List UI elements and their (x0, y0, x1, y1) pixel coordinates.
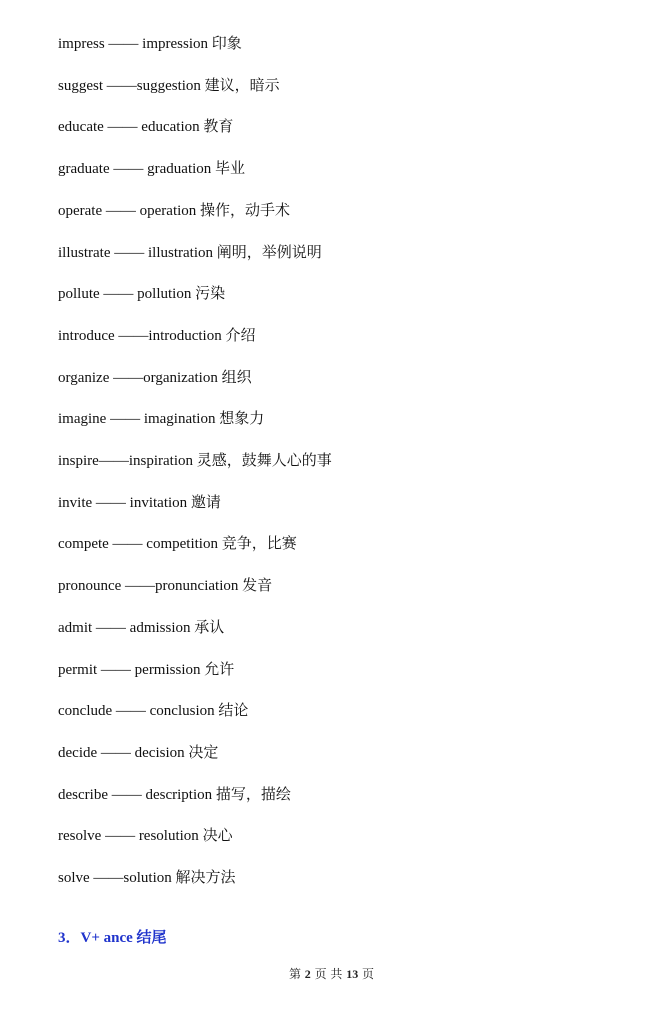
word-entry (58, 365, 252, 389)
word-entry (58, 240, 322, 264)
word-meaning-chinese: 竞争，比赛 (221, 534, 297, 552)
word-entry (58, 73, 280, 97)
word-entry (58, 698, 248, 722)
word-entry (58, 823, 233, 847)
word-pair-english: solve ——solution (58, 870, 176, 886)
word-entry (58, 490, 221, 514)
word-entry (58, 448, 332, 472)
word-entry (58, 657, 234, 681)
word-pair-english: pollute —— pollution (58, 286, 196, 302)
word-meaning-chinese: 灵感，鼓舞人心的事 (196, 451, 332, 469)
word-entry (58, 782, 291, 806)
word-pair-english: pronounce ——pronunciation (58, 578, 243, 594)
word-entry (58, 740, 218, 764)
word-pair-english: impress —— impression (58, 36, 212, 52)
word-entry (58, 31, 242, 55)
footer-suffix: 页 (358, 967, 375, 981)
word-meaning-chinese: 教育 (203, 117, 234, 135)
word-pair-english: illustrate —— illustration (58, 245, 217, 261)
section-heading (58, 925, 167, 949)
word-meaning-chinese: 污染 (195, 284, 226, 302)
word-entry (58, 198, 290, 222)
word-meaning-chinese: 毕业 (215, 159, 246, 177)
word-pair-english: operate —— operation (58, 203, 201, 219)
word-meaning-chinese: 介绍 (225, 326, 256, 344)
word-meaning-chinese: 邀请 (190, 493, 221, 511)
word-meaning-chinese: 解决方法 (175, 868, 236, 886)
word-pair-english: inspire——inspiration (58, 453, 197, 469)
word-entry (58, 281, 225, 305)
word-meaning-chinese: 印象 (211, 34, 242, 52)
current-page-number: 2 (304, 967, 311, 981)
word-meaning-chinese: 发音 (242, 576, 273, 594)
word-meaning-chinese: 阐明，举例说明 (216, 243, 322, 261)
word-pair-english: educate —— education (58, 119, 204, 135)
word-pair-english: compete —— competition (58, 536, 222, 552)
word-meaning-chinese: 操作，动手术 (200, 201, 291, 219)
word-meaning-chinese: 组织 (221, 368, 252, 386)
word-meaning-chinese: 决心 (202, 826, 233, 844)
word-entry (58, 323, 255, 347)
page-footer (0, 964, 663, 984)
word-entry (58, 531, 297, 555)
total-pages-number: 13 (346, 967, 359, 981)
word-meaning-chinese: 描写，描绘 (215, 785, 291, 803)
word-entry (58, 406, 264, 430)
word-meaning-chinese: 想象力 (219, 409, 265, 427)
section-heading-cn: 结尾 (136, 928, 167, 946)
word-pair-english: decide —— decision (58, 745, 189, 761)
word-pair-english: introduce ——introduction (58, 328, 226, 344)
word-entry (58, 114, 233, 138)
word-meaning-chinese: 建议，暗示 (204, 76, 280, 94)
word-pair-english: admit —— admission (58, 620, 195, 636)
word-pair-english: describe —— description (58, 787, 216, 803)
word-pair-english: imagine —— imagination (58, 411, 220, 427)
word-entry (58, 156, 245, 180)
word-entry (58, 573, 272, 597)
word-meaning-chinese: 结论 (218, 701, 249, 719)
footer-prefix: 第 (288, 967, 305, 981)
word-pair-english: conclude —— conclusion (58, 703, 219, 719)
word-pair-english: organize ——organization (58, 370, 222, 386)
word-pair-english: graduate —— graduation (58, 161, 216, 177)
section-heading-prefix: 3．V+ ance (58, 930, 137, 946)
word-meaning-chinese: 决定 (188, 743, 219, 761)
word-pair-english: invite —— invitation (58, 495, 191, 511)
word-meaning-chinese: 允许 (204, 660, 235, 678)
word-entry (58, 865, 236, 889)
word-meaning-chinese: 承认 (194, 618, 225, 636)
word-pair-english: suggest ——suggestion (58, 78, 205, 94)
word-entry (58, 615, 224, 639)
footer-mid: 页 共 (310, 967, 347, 981)
word-pair-english: resolve —— resolution (58, 828, 203, 844)
word-pair-english: permit —— permission (58, 662, 205, 678)
